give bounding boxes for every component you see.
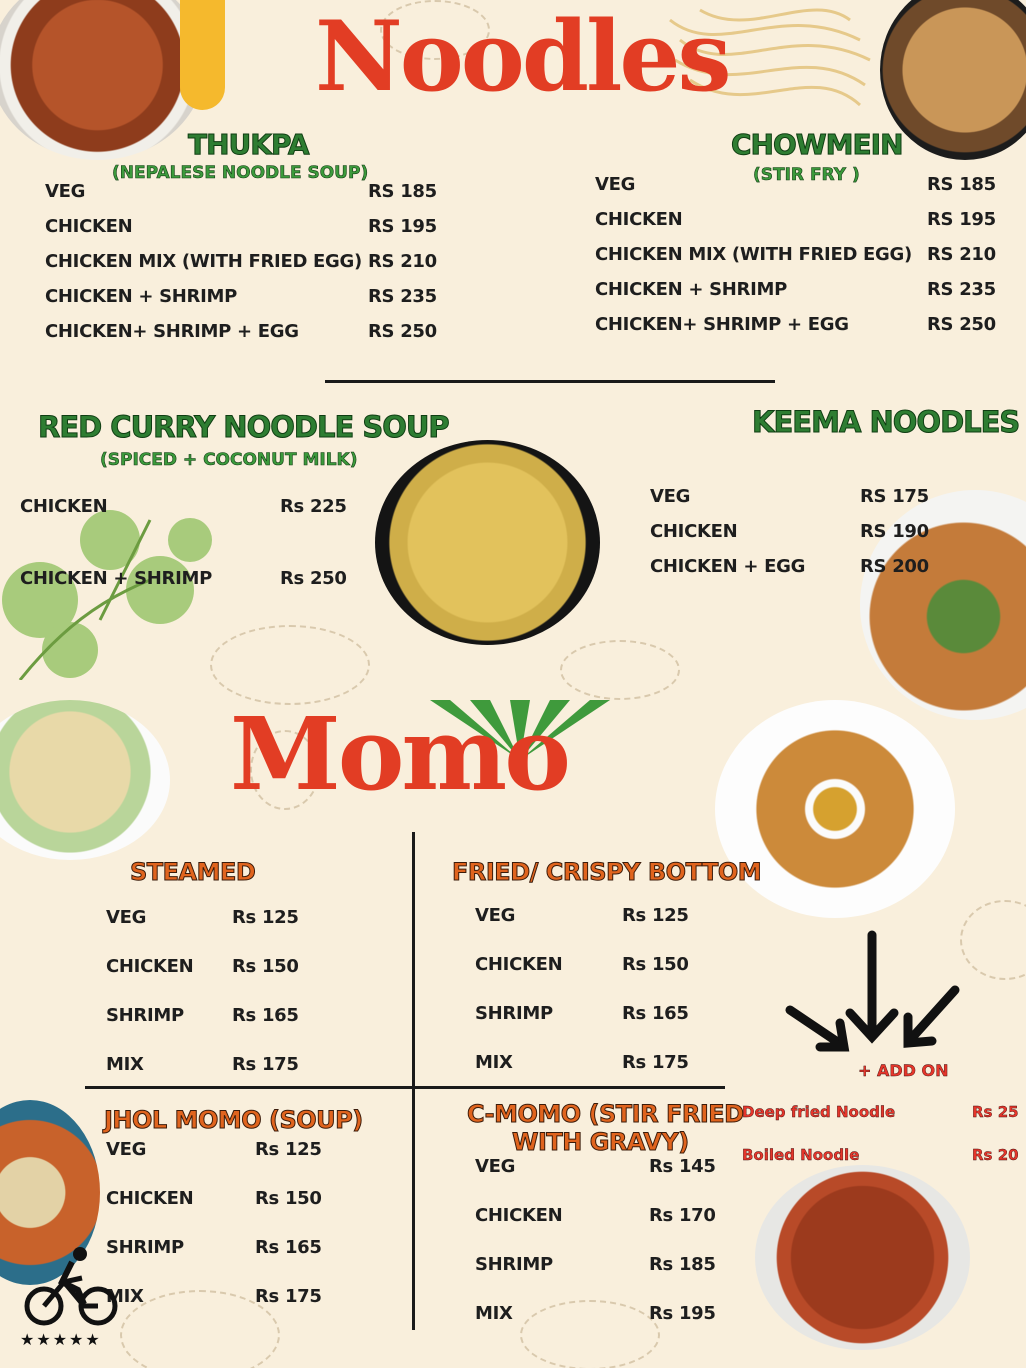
menu-item-name: VEG	[475, 1156, 516, 1177]
menu-item-name: VEG	[650, 486, 691, 507]
c-momo-bowl-photo	[755, 1165, 970, 1350]
star-icon: ★	[52, 1330, 70, 1349]
momo-title: Momo	[230, 695, 568, 813]
c-momo-heading-line1: C-MOMO (STIR FRIED	[467, 1100, 744, 1128]
menu-item-name: VEG	[475, 905, 516, 926]
horizontal-divider	[85, 1086, 725, 1089]
menu-item-price: Rs 250	[280, 568, 347, 589]
steamed-heading: STEAMED	[130, 858, 256, 886]
star-icon: ★	[85, 1330, 102, 1349]
menu-item-price: RS 210	[368, 251, 437, 272]
menu-item-name: CHICKEN+ SHRIMP + EGG	[45, 321, 299, 342]
add-on-label: + ADD ON	[858, 1061, 949, 1080]
menu-item-price: Rs 175	[255, 1286, 322, 1307]
menu-item-price: RS 235	[368, 286, 437, 307]
star-icon: ★	[20, 1330, 37, 1349]
red-curry-subheading: (SPICED + COCONUT MILK)	[100, 450, 358, 470]
menu-item-price: RS 210	[927, 244, 996, 265]
menu-item-name: MIX	[106, 1054, 144, 1075]
menu-item-price: RS 185	[927, 174, 996, 195]
chowmein-subheading: (STIR FRY )	[753, 165, 860, 185]
menu-item-name: SHRIMP	[106, 1005, 184, 1026]
chowmein-heading: CHOWMEIN	[731, 128, 903, 161]
cyclist-delivery-icon	[22, 1244, 122, 1334]
menu-item-price: RS 195	[368, 216, 437, 237]
menu-item-name: CHICKEN	[106, 956, 194, 977]
menu-item-price: Rs 170	[649, 1205, 716, 1226]
dashed-doodle	[210, 625, 370, 705]
menu-item-name: CHICKEN + SHRIMP	[20, 568, 212, 589]
menu-item-price: Rs 150	[622, 954, 689, 975]
jhol-momo-heading: JHOL MOMO (SOUP)	[104, 1106, 363, 1134]
menu-item-name: VEG	[106, 907, 147, 928]
menu-item-price: Rs 165	[622, 1003, 689, 1024]
dashed-doodle	[560, 640, 680, 700]
menu-item-name: VEG	[45, 181, 86, 202]
steamed-momo-plate-photo	[0, 700, 170, 860]
menu-item-price: Rs 25	[972, 1103, 1019, 1121]
vertical-divider	[412, 832, 415, 1330]
menu-item-name: VEG	[595, 174, 636, 195]
menu-item-price: RS 190	[860, 521, 929, 542]
thukpa-subheading: (NEPALESE NOODLE SOUP)	[112, 163, 369, 183]
menu-item-name: CHICKEN + SHRIMP	[595, 279, 787, 300]
menu-item-price: Rs 150	[232, 956, 299, 977]
menu-item-price: RS 235	[927, 279, 996, 300]
menu-item-price: RS 175	[860, 486, 929, 507]
menu-item-price: RS 200	[860, 556, 929, 577]
red-curry-heading: RED CURRY NOODLE SOUP	[38, 410, 449, 444]
menu-item-price: Rs 125	[622, 905, 689, 926]
menu-item-price: Rs 225	[280, 496, 347, 517]
fried-heading: FRIED/ CRISPY BOTTOM	[452, 858, 762, 886]
menu-item-name: CHICKEN	[45, 216, 133, 237]
keema-heading: KEEMA NOODLES	[752, 405, 1020, 439]
menu-item-name: CHICKEN MIX (WITH FRIED EGG)	[45, 251, 362, 272]
menu-item-name: Deep fried Noodle	[742, 1103, 896, 1121]
menu-item-price: Rs 195	[649, 1303, 716, 1324]
curry-noodle-bowl-photo	[375, 440, 600, 645]
menu-item-name: SHRIMP	[475, 1254, 553, 1275]
thukpa-bowl-photo	[0, 0, 205, 160]
menu-item-name: MIX	[475, 1303, 513, 1324]
star-icon: ★	[69, 1330, 86, 1349]
menu-item-name: MIX	[475, 1052, 513, 1073]
menu-item-name: CHICKEN	[595, 209, 683, 230]
menu-item-price: RS 250	[927, 314, 996, 335]
menu-item-price: Rs 165	[232, 1005, 299, 1026]
menu-item-name: SHRIMP	[475, 1003, 553, 1024]
menu-item-name: CHICKEN+ SHRIMP + EGG	[595, 314, 849, 335]
menu-item-name: Boiled Noodle	[742, 1146, 860, 1164]
yellow-accent-shape	[180, 0, 225, 110]
menu-item-name: CHICKEN	[20, 496, 108, 517]
menu-item-price: Rs 125	[232, 907, 299, 928]
dashed-doodle	[520, 1300, 660, 1368]
menu-item-name: CHICKEN MIX (WITH FRIED EGG)	[595, 244, 912, 265]
menu-item-name: MIX	[106, 1286, 144, 1307]
menu-item-price: RS 250	[368, 321, 437, 342]
menu-item-price: Rs 125	[255, 1139, 322, 1160]
c-momo-heading-line2: WITH GRAVY)	[512, 1128, 689, 1156]
menu-item-price: Rs 175	[232, 1054, 299, 1075]
menu-item-name: CHICKEN	[475, 954, 563, 975]
menu-item-name: CHICKEN + EGG	[650, 556, 806, 577]
menu-item-price: Rs 20	[972, 1146, 1019, 1164]
menu-item-price: Rs 175	[622, 1052, 689, 1073]
menu-item-price: Rs 150	[255, 1188, 322, 1209]
menu-item-price: RS 185	[368, 181, 437, 202]
menu-item-name: SHRIMP	[106, 1237, 184, 1258]
menu-item-name: CHICKEN	[106, 1188, 194, 1209]
menu-item-price: RS 195	[927, 209, 996, 230]
arrow-down-icon	[780, 925, 970, 1065]
menu-item-name: VEG	[106, 1139, 147, 1160]
menu-item-name: CHICKEN	[650, 521, 738, 542]
menu-item-price: Rs 145	[649, 1156, 716, 1177]
menu-item-price: Rs 165	[255, 1237, 322, 1258]
section-divider	[325, 380, 775, 383]
menu-item-price: Rs 185	[649, 1254, 716, 1275]
star-icon: ★	[36, 1330, 53, 1349]
noodles-title: Noodles	[315, 0, 729, 113]
thukpa-heading: THUKPA	[188, 128, 309, 161]
rating-stars	[20, 1330, 102, 1349]
menu-item-name: CHICKEN + SHRIMP	[45, 286, 237, 307]
menu-item-name: CHICKEN	[475, 1205, 563, 1226]
